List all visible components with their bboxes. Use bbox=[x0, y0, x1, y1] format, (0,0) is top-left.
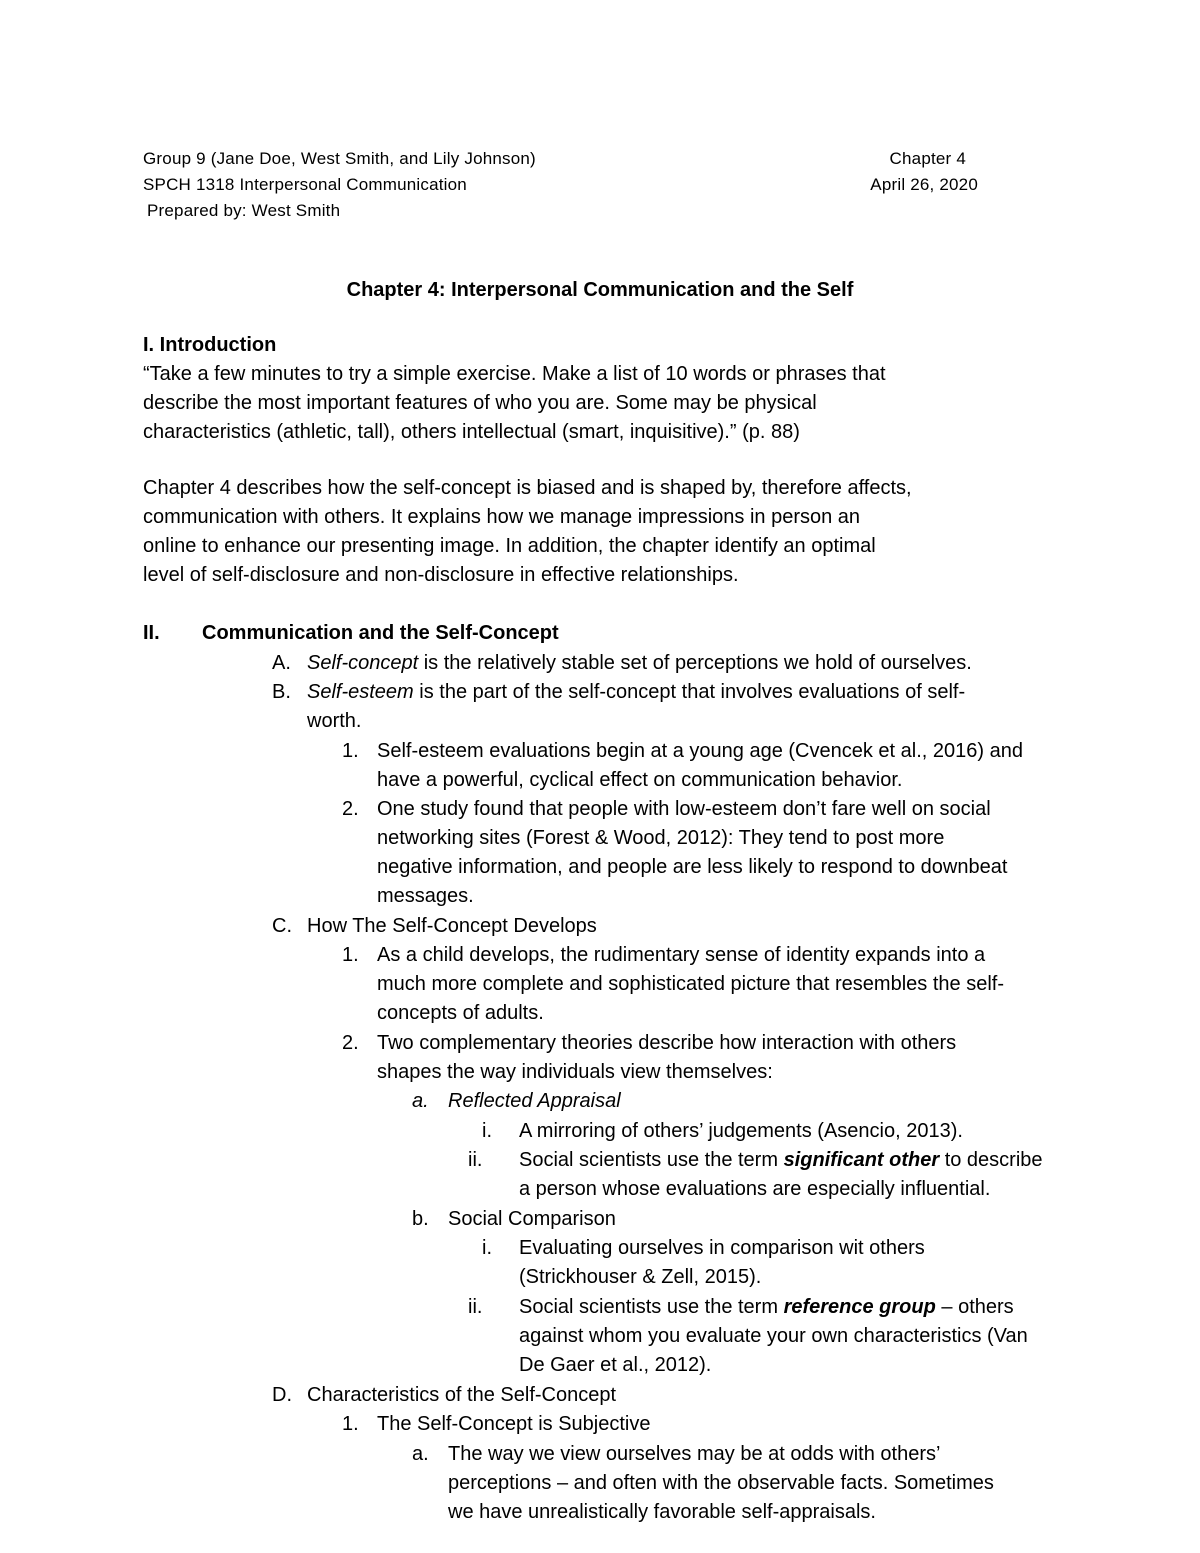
list-marker: b. bbox=[412, 1208, 429, 1230]
list-marker: 1. bbox=[342, 1413, 359, 1435]
document-date: April 26, 2020 bbox=[870, 175, 978, 194]
intro-quote-line: characteristics (athletic, tall), others intellectual (smart, inquisitive).” (p. 88) bbox=[143, 421, 800, 443]
intro-summary-line: Chapter 4 describes how the self-concept is biased and is shaped by, therefore affects, bbox=[143, 477, 912, 499]
intro-quote-line: describe the most important features of who you are. Some may be physical bbox=[143, 392, 817, 414]
list-item-self-esteem bbox=[307, 678, 965, 707]
list-item-text: (Strickhouser & Zell, 2015). bbox=[519, 1266, 762, 1288]
section-heading: Communication and the Self-Concept bbox=[202, 622, 559, 644]
item-text-continued: worth. bbox=[307, 710, 362, 732]
list-marker: i. bbox=[482, 1120, 492, 1142]
list-item-text: a person whose evaluations are especially influential. bbox=[519, 1178, 991, 1200]
list-marker: 1. bbox=[342, 944, 359, 966]
term-self-esteem: Self-esteem bbox=[307, 681, 414, 703]
item-text: is the part of the self-concept that involves evaluations of self- bbox=[413, 681, 966, 703]
intro-summary-line: communication with others. It explains how we manage impressions in person an bbox=[143, 506, 861, 528]
list-item-text: networking sites (Forest & Wood, 2012): They tend to post more bbox=[377, 827, 945, 849]
list-item-text: perceptions – and often with the observable facts. Sometimes bbox=[448, 1472, 994, 1494]
list-item-text: Evaluating ourselves in comparison wit others bbox=[519, 1237, 925, 1259]
intro-quote-line: “Take a few minutes to try a simple exercise. Make a list of 10 words or phrases that bbox=[143, 363, 886, 385]
list-item-text: Self-esteem evaluations begin at a young age (Cvencek et al., 2016) and bbox=[377, 740, 1023, 762]
list-item-text: A mirroring of others’ judgements (Asencio, 2013). bbox=[519, 1120, 963, 1142]
list-marker: 2. bbox=[342, 798, 359, 820]
document-header bbox=[143, 146, 978, 224]
term-self-concept: Self-concept bbox=[307, 652, 419, 674]
list-marker: D. bbox=[272, 1384, 292, 1406]
list-item-text: The way we view ourselves may be at odds with others’ bbox=[448, 1443, 941, 1465]
intro-heading: I. Introduction bbox=[143, 334, 277, 356]
subitem-heading-reflected-appraisal: Reflected Appraisal bbox=[448, 1090, 621, 1112]
item-text: Social scientists use the term bbox=[519, 1296, 784, 1318]
list-item-text: we have unrealistically favorable self-appraisals. bbox=[448, 1501, 876, 1523]
list-item-heading: The Self-Concept is Subjective bbox=[377, 1413, 651, 1435]
list-item-text: messages. bbox=[377, 885, 474, 907]
subsection-heading: How The Self-Concept Develops bbox=[307, 915, 597, 937]
list-item-text: One study found that people with low-esteem don’t fare well on social bbox=[377, 798, 991, 820]
prepared-by: Prepared by: West Smith bbox=[147, 201, 341, 220]
list-item-text: have a powerful, cyclical effect on communication behavior. bbox=[377, 769, 903, 791]
intro-summary-line: online to enhance our presenting image. In addition, the chapter identify an optimal bbox=[143, 535, 876, 557]
list-item-text: De Gaer et al., 2012). bbox=[519, 1354, 712, 1376]
term-reference-group: reference group bbox=[783, 1296, 936, 1318]
term-significant-other: significant other bbox=[783, 1149, 940, 1171]
group-members: Group 9 (Jane Doe, West Smith, and Lily Johnson) bbox=[143, 149, 536, 168]
list-item-text: against whom you evaluate your own characteristics (Van bbox=[519, 1325, 1028, 1347]
list-item-text: negative information, and people are less likely to respond to downbeat bbox=[377, 856, 1008, 878]
subsection-heading: Characteristics of the Self-Concept bbox=[307, 1384, 617, 1406]
list-marker: i. bbox=[482, 1237, 492, 1259]
document-title: Chapter 4: Interpersonal Communication and the Self bbox=[346, 279, 854, 301]
intro-summary-line: level of self-disclosure and non-disclosure in effective relationships. bbox=[143, 564, 739, 586]
list-marker: B. bbox=[272, 681, 291, 703]
list-marker: ii. bbox=[468, 1296, 483, 1318]
section-numeral: II. bbox=[143, 622, 160, 644]
list-marker: a. bbox=[412, 1090, 429, 1112]
list-item-self-concept bbox=[307, 649, 972, 678]
item-text: Social scientists use the term bbox=[519, 1149, 784, 1171]
list-item-text: concepts of adults. bbox=[377, 1002, 544, 1024]
list-marker: 2. bbox=[342, 1032, 359, 1054]
list-item-reference-group bbox=[519, 1293, 1014, 1322]
list-marker: A. bbox=[272, 652, 291, 674]
list-item-text: shapes the way individuals view themselves: bbox=[377, 1061, 773, 1083]
subitem-heading-social-comparison: Social Comparison bbox=[448, 1208, 616, 1230]
list-marker: ii. bbox=[468, 1149, 483, 1171]
chapter-label: Chapter 4 bbox=[889, 149, 966, 168]
item-text: is the relatively stable set of perceptions we hold of ourselves. bbox=[418, 652, 972, 674]
list-item-text: much more complete and sophisticated picture that resembles the self- bbox=[377, 973, 1004, 995]
list-marker: 1. bbox=[342, 740, 359, 762]
course-name: SPCH 1318 Interpersonal Communication bbox=[143, 175, 467, 194]
list-marker: a. bbox=[412, 1443, 429, 1465]
list-item-text: As a child develops, the rudimentary sense of identity expands into a bbox=[377, 944, 986, 966]
list-item-text: Two complementary theories describe how interaction with others bbox=[377, 1032, 957, 1054]
list-marker: C. bbox=[272, 915, 292, 937]
list-item-significant-other bbox=[519, 1146, 1043, 1175]
item-text: to describe bbox=[939, 1149, 1043, 1171]
item-text: – others bbox=[935, 1296, 1014, 1318]
